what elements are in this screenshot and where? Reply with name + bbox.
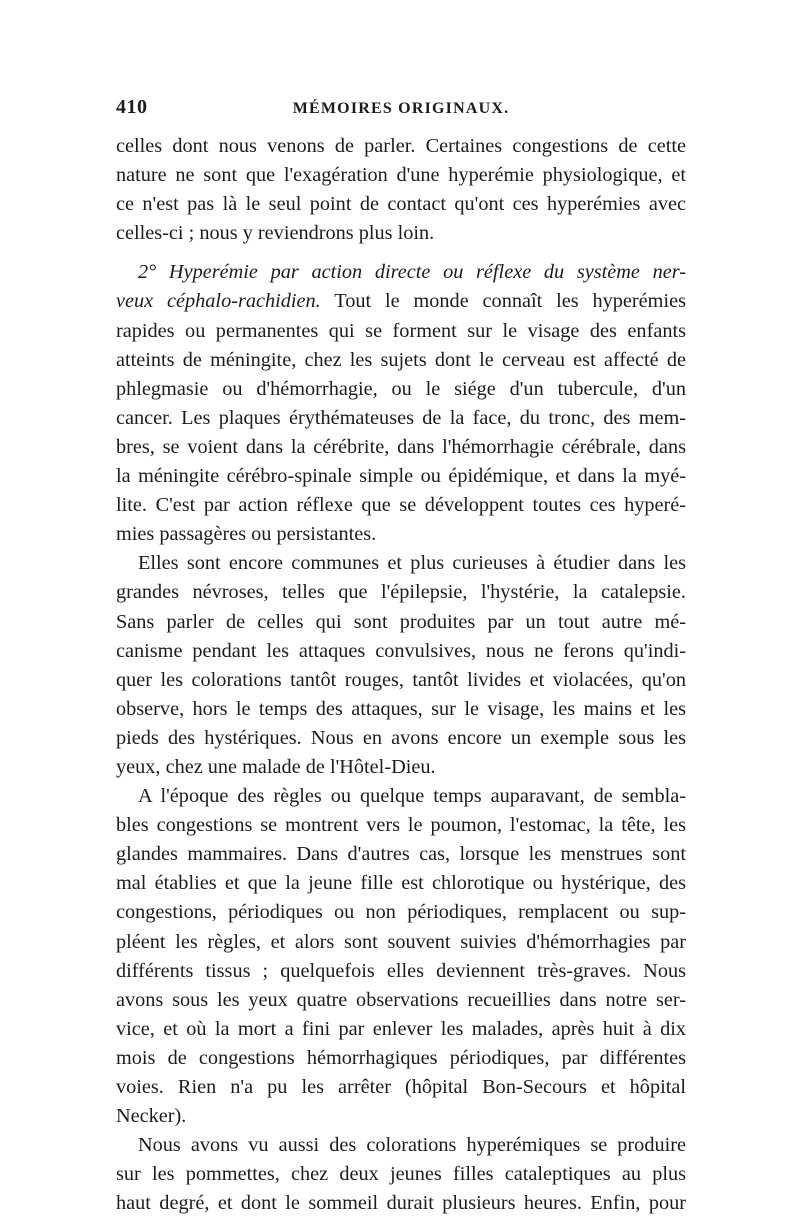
book-page bbox=[116, 96, 686, 1218]
paragraph-gap bbox=[116, 248, 686, 258]
text-line: pieds des hystériques. Nous en avons encore un exemple sous les bbox=[116, 726, 686, 749]
text-line: grandes névroses, telles que l'épilepsie, l'hystérie, la catalepsie. bbox=[116, 581, 686, 604]
paragraph-4 bbox=[116, 782, 686, 1131]
section-heading-line bbox=[116, 258, 686, 287]
text-line: phlegmasie ou d'hémorrhagie, ou le siége d'un tubercule, d'un bbox=[116, 377, 686, 400]
text-line: glandes mammaires. Dans d'autres cas, lorsque les menstrues sont bbox=[116, 843, 686, 866]
text-line: Elles sont encore communes et plus curieuses à étudier dans les bbox=[138, 552, 686, 575]
text-line: mois de congestions hémorrhagiques périodiques, par différentes bbox=[116, 1046, 686, 1069]
text-line: bles congestions se montrent vers le poumon, l'estomac, la tête, les bbox=[116, 814, 686, 837]
text-line: mies passagères ou persistantes. bbox=[116, 523, 377, 546]
section-heading-line bbox=[116, 287, 686, 316]
text-line: mal établies et que la jeune fille est chlorotique ou hystérique, des bbox=[116, 872, 686, 895]
text-line: celles-ci ; nous y reviendrons plus loin. bbox=[116, 222, 435, 245]
text-line: celles dont nous venons de parler. Certaines congestions de cette bbox=[116, 135, 686, 157]
section-heading-continued: veux céphalo-rachidien. bbox=[116, 290, 321, 313]
text-line: avons sous les yeux quatre observations recueillies dans notre ser- bbox=[116, 988, 686, 1011]
text-line: la méningite cérébro-spinale simple ou épidémique, et dans la myé- bbox=[116, 465, 686, 488]
running-title: MÉMOIRES ORIGINAUX. bbox=[292, 100, 510, 117]
page-header bbox=[116, 96, 686, 126]
text-run: Tout le monde connaît les hyperémies bbox=[320, 290, 686, 313]
paragraph-2 bbox=[116, 258, 686, 549]
text-line: bres, se voient dans la cérébrite, dans l'hémorrhagie cérébrale, dans bbox=[116, 435, 686, 458]
text-line: Necker). bbox=[116, 1105, 187, 1128]
body-text bbox=[116, 132, 686, 1218]
text-line: congestions, périodiques ou non périodiques, remplacent ou sup- bbox=[116, 901, 686, 924]
text-line: vice, et où la mort a fini par enlever les malades, après huit à dix bbox=[116, 1017, 686, 1040]
text-line: canisme pendant les attaques convulsives, nous ne ferons qu'indi- bbox=[116, 639, 686, 662]
paragraph-1 bbox=[116, 132, 686, 248]
paragraph-5 bbox=[116, 1131, 686, 1218]
paragraph-3 bbox=[116, 549, 686, 782]
text-line: quer les colorations tantôt rouges, tantôt livides et violacées, qu'on bbox=[116, 668, 686, 691]
text-line: voies. Rien n'a pu les arrêter (hôpital Bon-Secours et hôpital bbox=[116, 1076, 686, 1098]
text-line: atteints de méningite, chez les sujets dont le cerveau est affecté de bbox=[116, 348, 686, 371]
text-line: sur les pommettes, chez deux jeunes filles cataleptiques au plus bbox=[116, 1163, 686, 1186]
text-line: A l'époque des règles ou quelque temps auparavant, de sembla- bbox=[138, 785, 686, 808]
text-line: Nous avons vu aussi des colorations hyperémiques se produire bbox=[138, 1134, 686, 1157]
text-line: rapides ou permanentes qui se forment sur le visage des enfants bbox=[116, 319, 686, 342]
text-line: yeux, chez une malade de l'Hôtel-Dieu. bbox=[116, 755, 436, 778]
text-line: lite. C'est par action réflexe que se développent toutes ces hyperé- bbox=[116, 494, 686, 517]
text-line: ce n'est pas là le seul point de contact qu'ont ces hyperémies avec bbox=[116, 193, 686, 216]
text-line: Sans parler de celles qui sont produites par un tout autre mé- bbox=[116, 610, 686, 633]
text-line: haut degré, et dont le sommeil durait plusieurs heures. Enfin, pour bbox=[116, 1192, 686, 1215]
page-number: 410 bbox=[116, 96, 148, 118]
text-line: pléent les règles, et alors sont souvent suivies d'hémorrhagies par bbox=[116, 930, 686, 953]
text-line: nature ne sont que l'exagération d'une hyperémie physiologique, et bbox=[116, 164, 686, 187]
text-line: observe, hors le temps des attaques, sur le visage, les mains et les bbox=[116, 697, 686, 720]
text-line: différents tissus ; quelquefois elles deviennent très-graves. Nous bbox=[116, 959, 686, 982]
text-line: cancer. Les plaques érythémateuses de la face, du tronc, des mem- bbox=[116, 406, 686, 429]
section-heading: 2° Hyperémie par action directe ou réflexe du système ner- bbox=[138, 261, 686, 284]
